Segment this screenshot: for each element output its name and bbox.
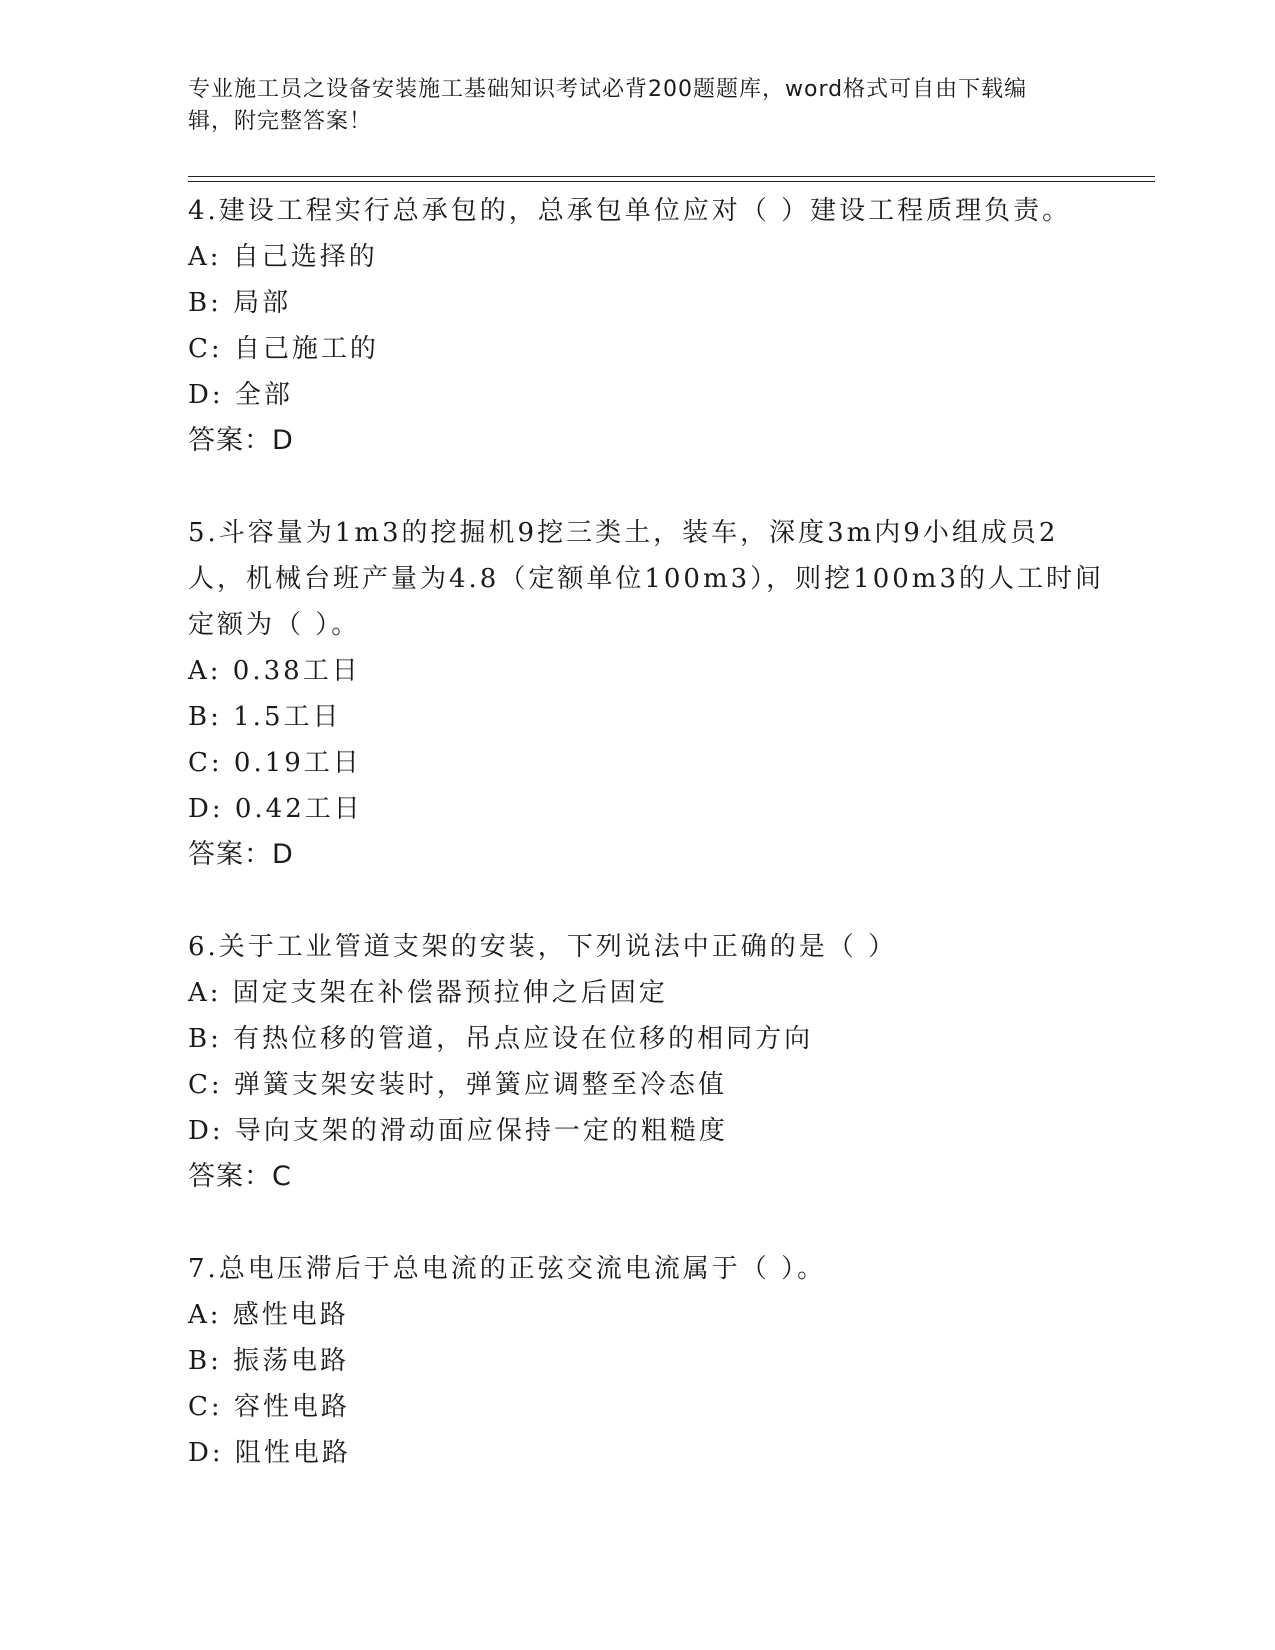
option-a: A: 固定支架在补偿器预拉伸之后固定: [188, 978, 668, 1008]
question-stem: [188, 1246, 1088, 1292]
option-a: A: 感性电路: [188, 1300, 349, 1330]
option-a: A: 自己选择的: [188, 242, 378, 272]
stem-line: 5.斗容量为1m3的挖掘机9挖三类土，装车，深度3m内9小组成员2: [188, 518, 1059, 548]
question-5: [188, 510, 1104, 878]
answer-label: 答案：D: [188, 839, 294, 870]
question-stem: [188, 188, 1088, 234]
option-d: D: 阻性电路: [188, 1438, 351, 1468]
option-c: C: 容性电路: [188, 1392, 350, 1422]
option-d: D: 全部: [188, 380, 293, 410]
stem-line: 定额为（ ）。: [188, 610, 361, 640]
option-d: D: 导向支架的滑动面应保持一定的粗糙度: [188, 1116, 728, 1146]
option-b: B: 1.5工日: [188, 702, 342, 732]
stem-line: 6.关于工业管道支架的安装，下列说法中正确的是（ ）: [188, 932, 898, 962]
question-7: [188, 1246, 1088, 1476]
option-c: C: 0.19工日: [188, 748, 362, 778]
stem-line: 4.建设工程实行总承包的，总承包单位应对（ ）建设工程质理负责。: [188, 196, 1072, 226]
question-4: [188, 188, 1088, 464]
option-c: C: 弹簧支架安装时，弹簧应调整至冷态值: [188, 1070, 727, 1100]
header-divider-top: [188, 176, 1155, 177]
question-list: [188, 188, 1104, 1476]
option-a: A: 0.38工日: [188, 656, 361, 686]
option-b: B: 局部: [188, 288, 292, 318]
stem-line: 人，机械台班产量为4.8（定额单位100m3），则挖100m3的人工时间: [188, 564, 1104, 594]
answer-label: 答案：D: [188, 425, 294, 456]
question-stem: [188, 510, 1104, 648]
answer-label: 答案：C: [188, 1161, 292, 1192]
question-6: [188, 924, 1088, 1200]
question-stem: [188, 924, 1088, 970]
stem-line: 7.总电压滞后于总电流的正弦交流电流属于（ ）。: [188, 1254, 827, 1284]
document-header: 专业施工员之设备安装施工基础知识考试必背200题题库，word格式可自由下载编辑，附完整答案！: [188, 77, 1028, 134]
option-b: B: 有热位移的管道，吊点应设在位移的相同方向: [188, 1024, 814, 1054]
option-b: B: 振荡电路: [188, 1346, 350, 1376]
header-divider-bottom: [188, 181, 1155, 182]
option-c: C: 自己施工的: [188, 334, 379, 364]
option-d: D: 0.42工日: [188, 794, 363, 824]
